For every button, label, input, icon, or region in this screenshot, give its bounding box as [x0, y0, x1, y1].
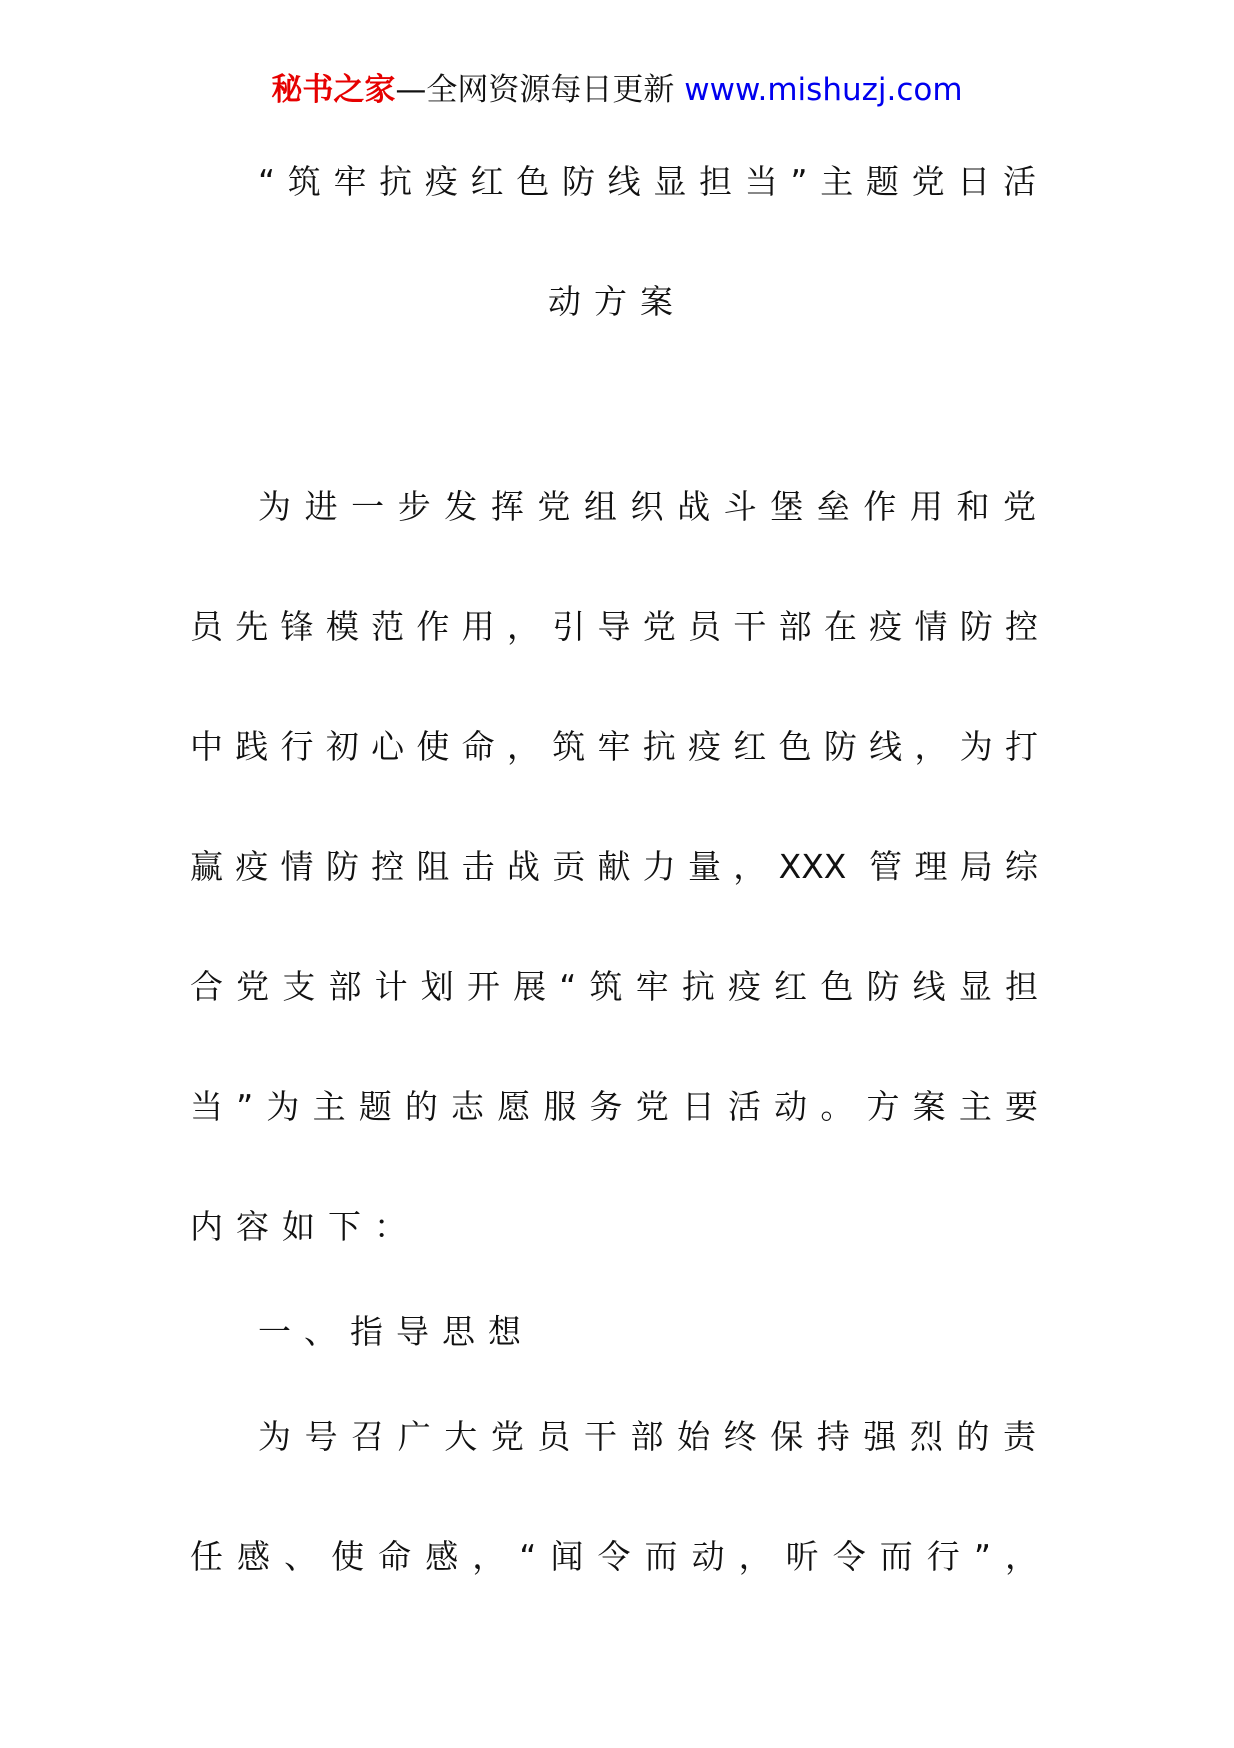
- header-tagline: —全网资源每日更新: [395, 72, 675, 108]
- paragraph-line: 中践行初心使命，筑牢抗疫红色防线，为打: [190, 727, 1038, 766]
- paragraph-line: 合党支部计划开展“筑牢抗疫红色防线显担: [190, 967, 1038, 1006]
- paragraph-line: 为进一步发挥党组织战斗堡垒作用和党: [258, 487, 1036, 526]
- paragraph-line: 内容如下：: [190, 1207, 420, 1246]
- site-url-link[interactable]: www.mishuzj.com: [684, 72, 963, 108]
- document-title-line-1: “筑牢抗疫红色防线显担当”主题党日活: [258, 162, 1036, 201]
- site-header: [0, 70, 1234, 110]
- document-title-line-2: 动方案: [548, 282, 686, 321]
- paragraph-line: 赢疫情防控阻击战贡献力量，XXX 管理局综: [190, 847, 1038, 886]
- brand-name: 秘书之家: [271, 72, 396, 108]
- paragraph-line: 员先锋模范作用，引导党员干部在疫情防控: [190, 607, 1038, 646]
- section-heading: 一、指导思想: [258, 1312, 534, 1351]
- paragraph-line: 任感、使命感，“闻令而动，听令而行”，: [190, 1537, 1038, 1576]
- paragraph-line: 为号召广大党员干部始终保持强烈的责: [258, 1417, 1036, 1456]
- paragraph-line: 当”为主题的志愿服务党日活动。方案主要: [190, 1087, 1038, 1126]
